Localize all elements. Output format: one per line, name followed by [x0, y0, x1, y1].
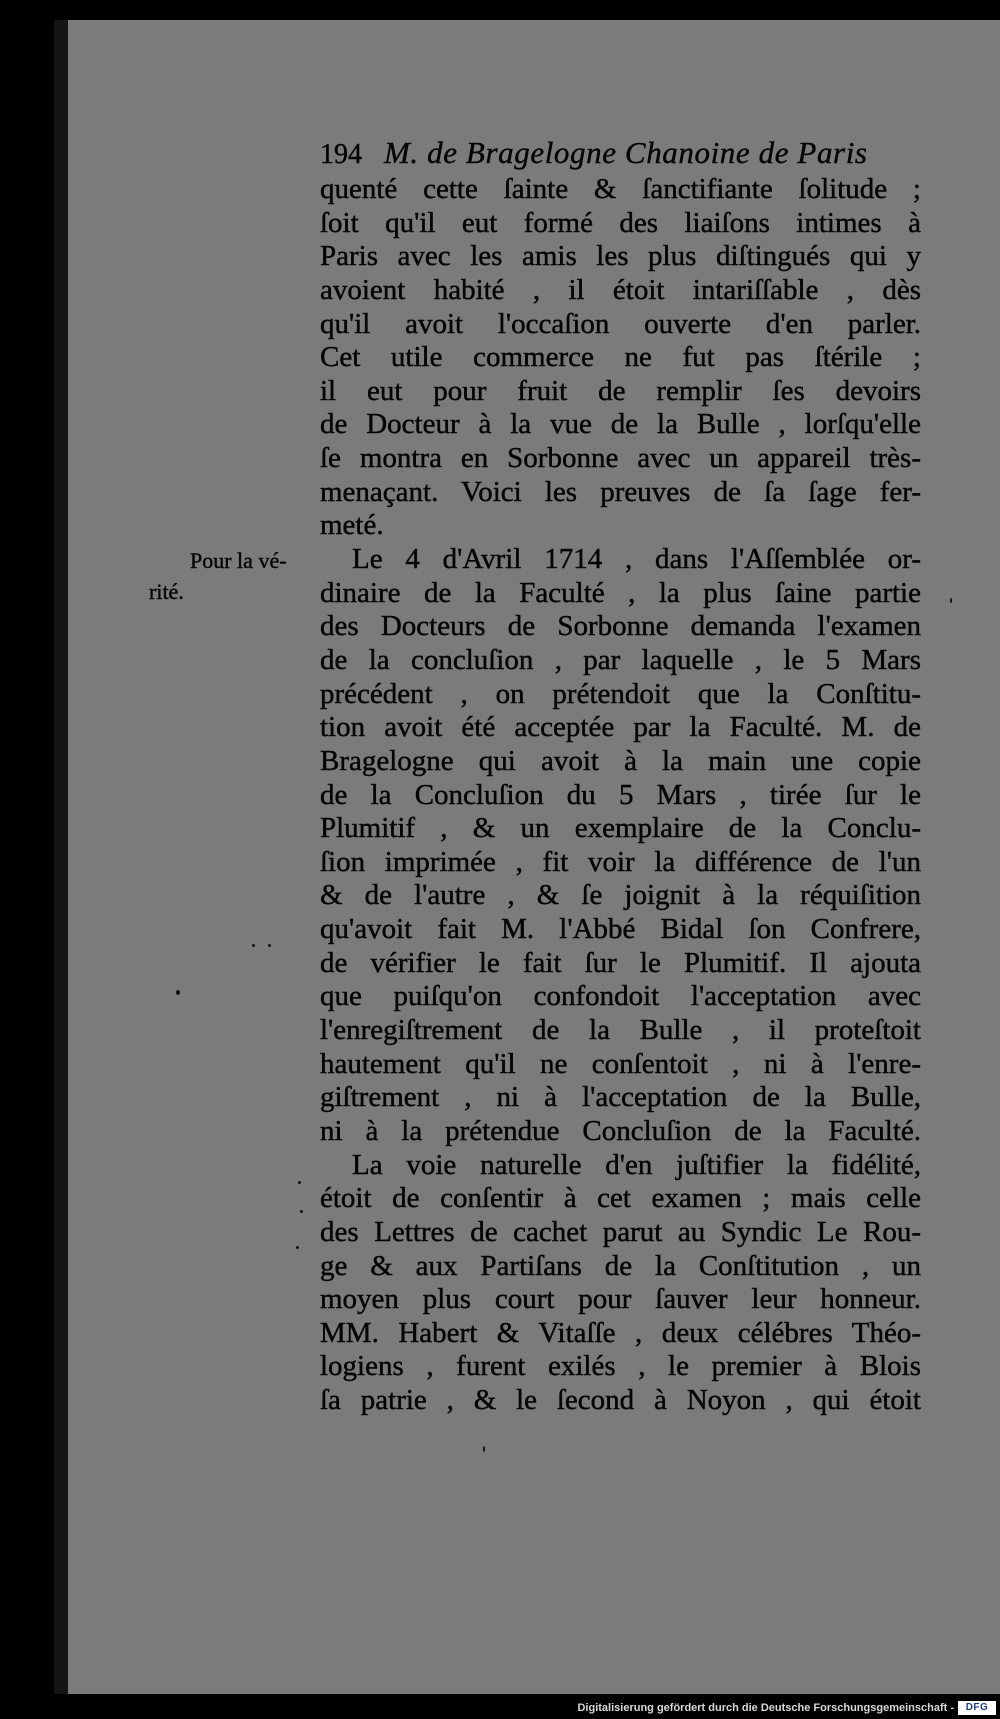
text-line-content: ſa patrie , & le ſecond à Noyon , qui étoit: [320, 1384, 921, 1417]
text-line: [320, 1250, 921, 1284]
text-line: [320, 240, 921, 274]
body-text: [320, 173, 921, 1418]
text-line-paragraph-start: [320, 1149, 921, 1183]
text-line: [320, 711, 921, 745]
text-line-content: MM. Habert & Vitaſſe , deux célébres Théo-: [320, 1316, 921, 1349]
text-line-content: qu'avoit fait M. l'Abbé Bidal ſon Confrere,: [320, 913, 921, 946]
text-line: [320, 779, 921, 813]
text-line: [320, 980, 921, 1014]
digitization-credit: Digitalisierung gefördert durch die Deutsche Forschungsgemeinschaft -: [577, 1702, 954, 1714]
text-line: [320, 913, 921, 947]
text-line: [320, 408, 921, 442]
running-head-title: M. de Bragelogne Chanoine de Paris: [384, 135, 868, 170]
text-line-content: il eut pour fruit de remplir ſes devoirs: [320, 374, 921, 407]
text-line-content: de Docteur à la vue de la Bulle , lorſqu'elle: [320, 408, 921, 441]
ink-speck: [298, 1181, 301, 1184]
ink-speck: [483, 1446, 485, 1452]
text-line: [320, 375, 921, 409]
ink-speck: [252, 944, 255, 947]
text-line: [320, 1182, 921, 1216]
text-line-content: Plumitif , & un exemplaire de la Conclu-: [320, 812, 921, 845]
text-line: [320, 1350, 921, 1384]
text-line-content: ſoit qu'il eut formé des liaiſons intimes à: [320, 206, 921, 239]
text-line-content: Cet utile commerce ne fut pas ſtérile ;: [320, 341, 921, 374]
text-line: [320, 1283, 921, 1317]
text-line-content: La voie naturelle d'en juſtifier la fidélité,: [352, 1148, 921, 1181]
text-line-content: qu'il avoit l'occaſion ouverte d'en parler.: [320, 307, 921, 340]
text-line: [320, 1081, 921, 1115]
text-line-content: dinaire de la Faculté , la plus ſaine partie: [320, 576, 921, 609]
text-line: [320, 476, 921, 510]
margin-note-line-1: Pour la vé-: [190, 548, 287, 573]
text-line: [320, 1317, 921, 1351]
text-line: [320, 846, 921, 880]
text-line-content: ſion imprimée , fit voir la différence de l'un: [320, 845, 921, 878]
text-line-content: quenté cette ſainte & ſanctifiante ſolitude ;: [320, 173, 921, 205]
text-line-content: menaçant. Voici les preuves de ſa ſage fer-: [320, 475, 921, 508]
text-line-content: Le 4 d'Avril 1714 , dans l'Aſſemblée or-: [352, 543, 921, 576]
text-line-content: précédent , on prétendoit que la Conſtitu-: [320, 677, 921, 710]
text-line-content: l'enregiſtrement de la Bulle , il proteſtoit: [320, 1014, 921, 1047]
text-line-content: Bragelogne qui avoit à la main une copie: [320, 744, 921, 777]
text-line: [320, 1115, 921, 1149]
text-line: [320, 644, 921, 678]
text-line-content: que puiſqu'on confondoit l'acceptation avec: [320, 980, 921, 1013]
text-line: [320, 879, 921, 913]
text-line-content: Paris avec les amis les plus diſtingués qui y: [320, 240, 921, 273]
text-line: [320, 678, 921, 712]
text-line: [320, 577, 921, 611]
text-line-content: & de l'autre , & ſe joignit à la réquiſition: [320, 879, 921, 912]
text-line: [320, 207, 921, 241]
text-line-content: ge & aux Partiſans de la Conſtitution , un: [320, 1249, 921, 1282]
text-line: [320, 947, 921, 981]
text-line-content: tion avoit été acceptée par la Faculté. M. de: [320, 711, 921, 744]
text-line-paragraph-start: [320, 543, 921, 577]
text-line: [320, 812, 921, 846]
text-line-content: ni à la prétendue Concluſion de la Faculté.: [320, 1114, 921, 1147]
text-line: [320, 274, 921, 308]
text-line-paragraph-end: [320, 509, 921, 543]
text-line: [320, 173, 921, 207]
page-number: 194: [320, 139, 362, 170]
text-line: [320, 1014, 921, 1048]
dfg-logo: DFG: [958, 1701, 996, 1715]
text-line: [320, 1384, 921, 1418]
ink-speck: [950, 598, 952, 603]
text-line: [320, 308, 921, 342]
text-line-content: de vérifier le fait ſur le Plumitif. Il ajouta: [320, 946, 921, 979]
text-line-content: des Lettres de cachet parut au Syndic Le Rou-: [320, 1215, 921, 1248]
ink-speck: [296, 1246, 299, 1249]
text-line: [320, 1216, 921, 1250]
running-head: [320, 134, 921, 172]
text-line-content: de la Concluſion du 5 Mars , tirée ſur le: [320, 778, 921, 811]
text-line-content: de la concluſion , par laquelle , le 5 Mars: [320, 643, 921, 676]
text-line-content: avoient habité , il étoit intariſſable , dès: [320, 273, 921, 306]
text-line-content: ſe montra en Sorbonne avec un appareil très-: [320, 442, 921, 475]
text-line-content: étoit de conſentir à cet examen ; mais celle: [320, 1182, 921, 1215]
text-line-content: giſtrement , ni à l'acceptation de la Bulle,: [320, 1081, 921, 1114]
text-line: [320, 1048, 921, 1082]
text-line: [320, 442, 921, 476]
text-line-content: moyen plus court pour ſauver leur honneur.: [320, 1283, 921, 1316]
margin-note-line-2: rité.: [149, 579, 184, 604]
ink-speck: [176, 990, 180, 995]
text-line: [320, 745, 921, 779]
ink-speck: [268, 944, 271, 947]
text-line: [320, 341, 921, 375]
ink-speck: [300, 1210, 303, 1213]
text-line-content: logiens , furent exilés , le premier à Blois: [320, 1350, 921, 1383]
text-line-content: hautement qu'il ne conſentoit , ni à l'enre-: [320, 1047, 921, 1080]
text-line: [320, 610, 921, 644]
book-edge-strip: [54, 20, 68, 1694]
text-line-content: meté.: [320, 509, 384, 542]
text-line-content: des Docteurs de Sorbonne demanda l'examen: [320, 610, 921, 643]
